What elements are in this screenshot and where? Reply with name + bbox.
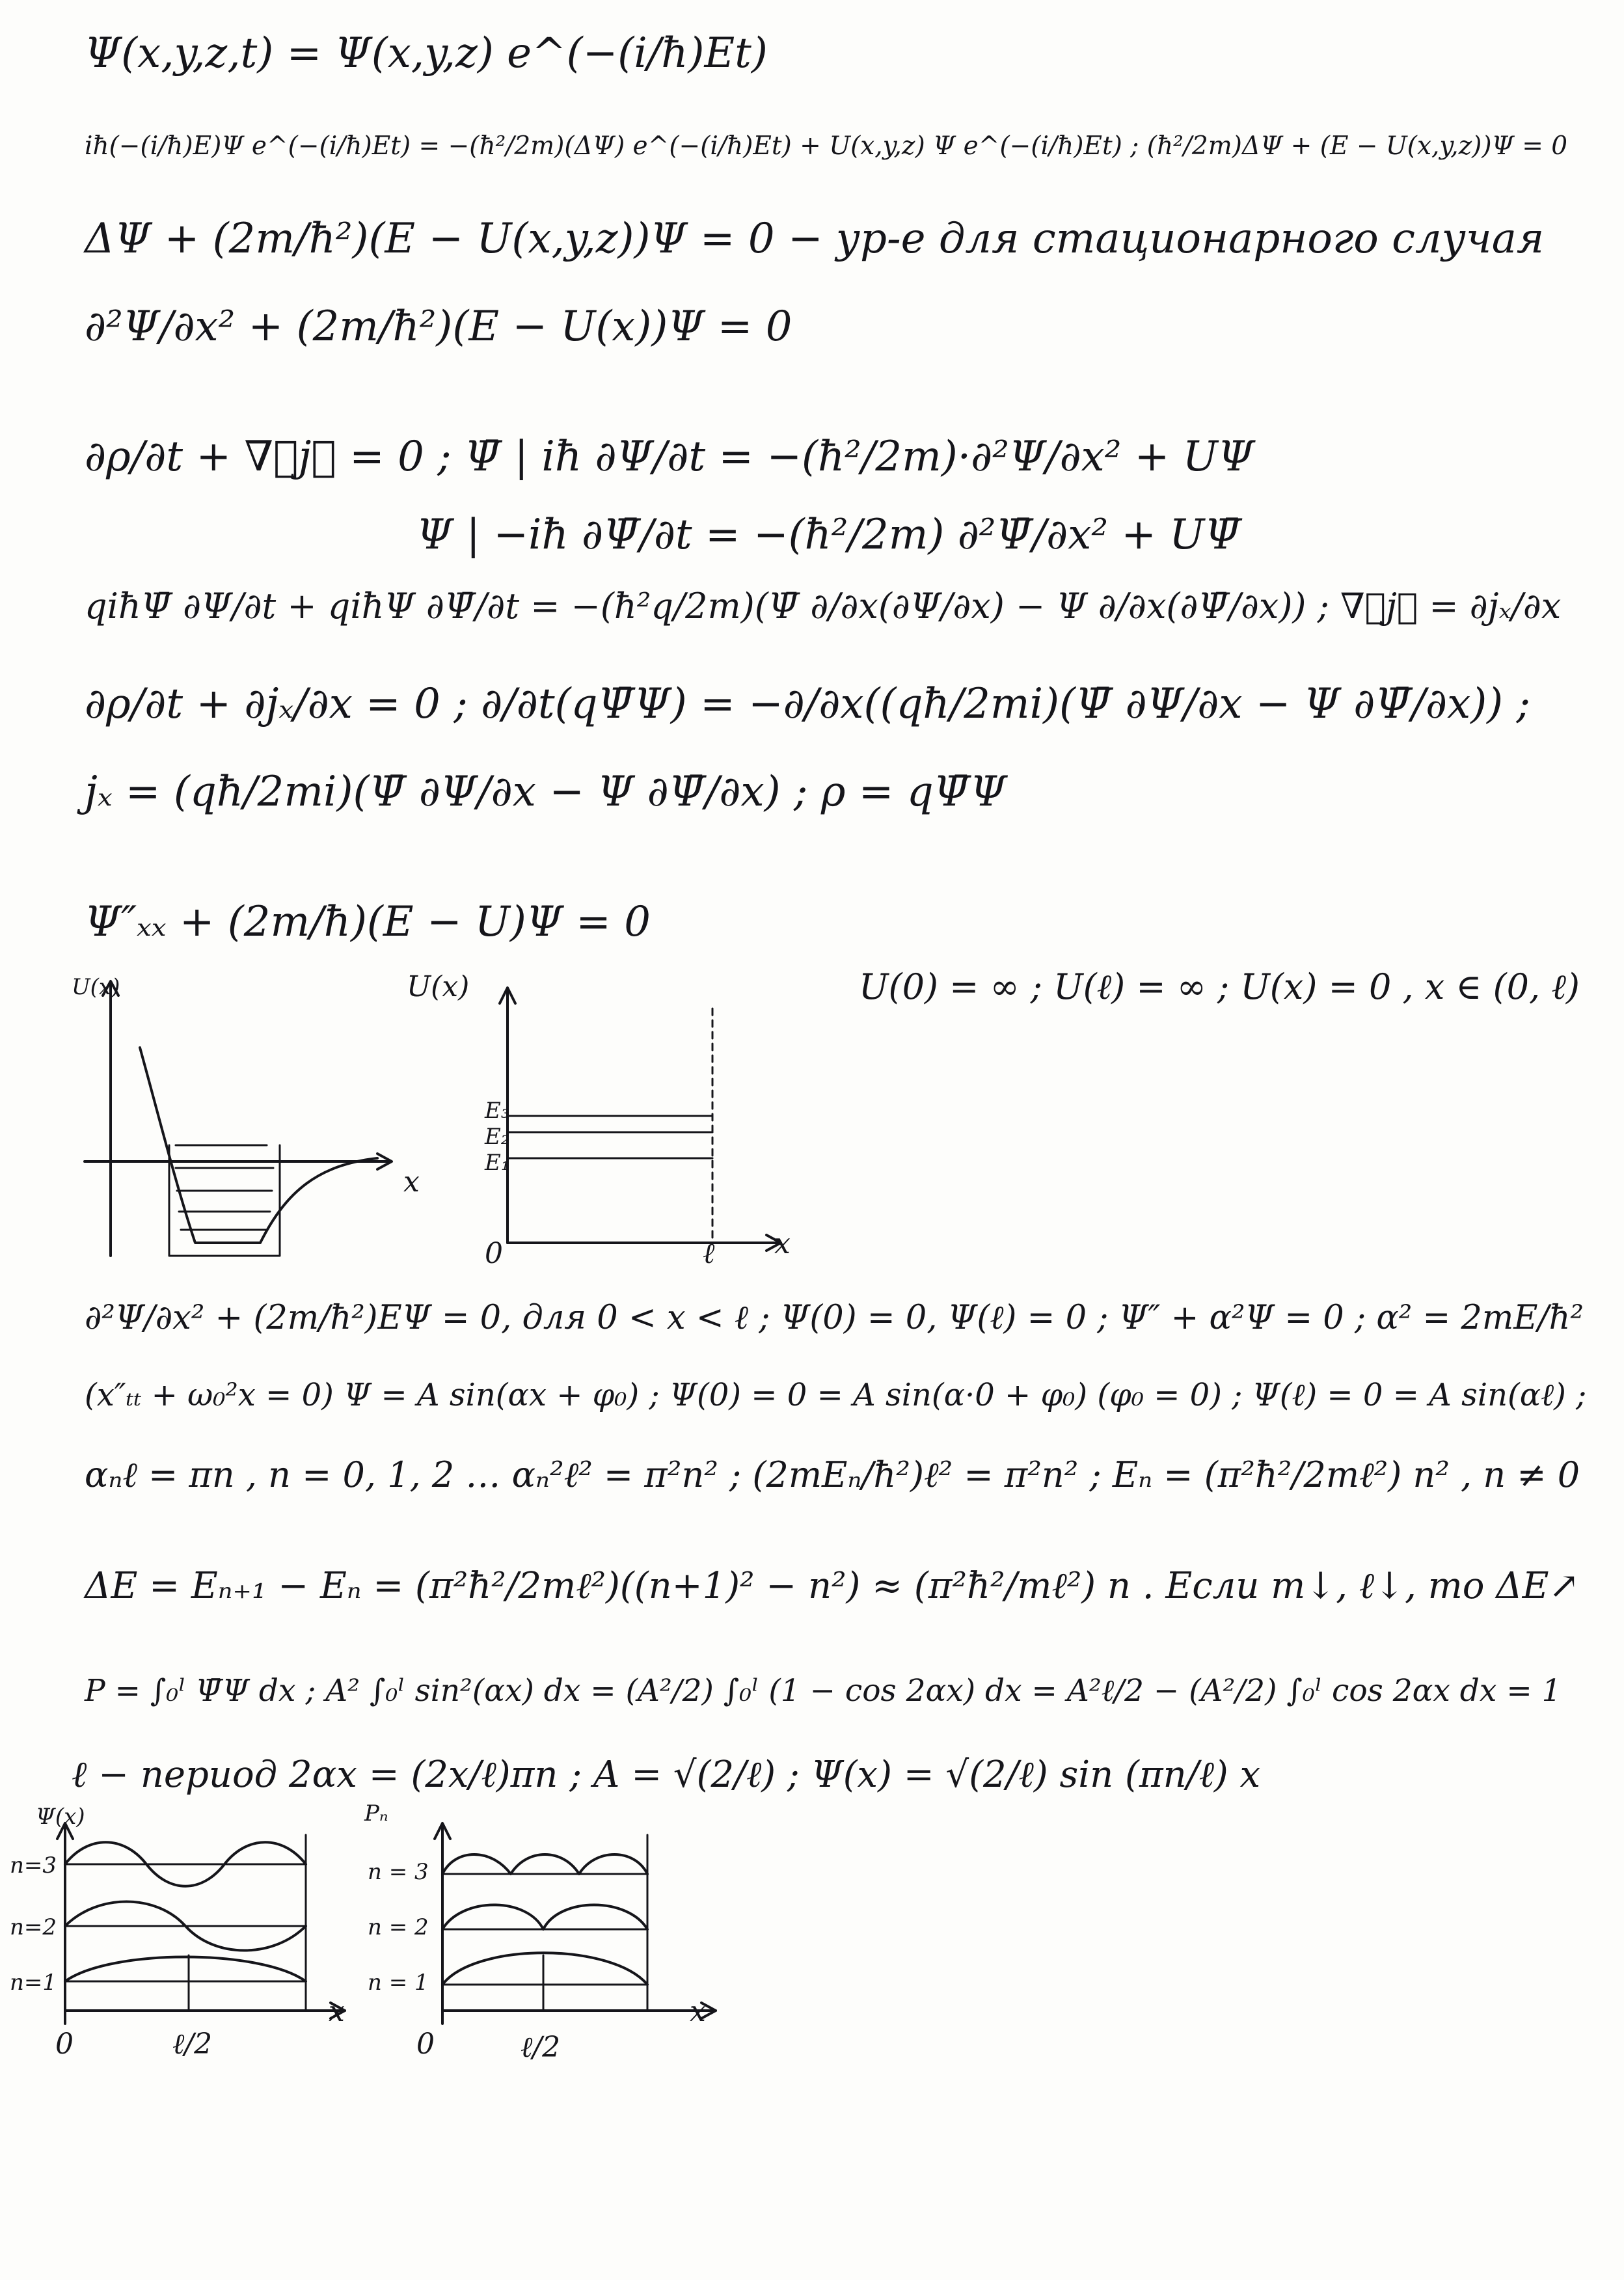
density-n3 [442, 1854, 647, 1874]
equation-line-12: (x″ₜₜ + ω₀²x = 0) Ψ = A sin(αx + φ₀) ; Ψ(0) = 0 = A sin(α·0 + φ₀) (φ₀ = 0) ; Ψ(ℓ) = 0 = A sin(αℓ) ; [85, 1377, 1587, 1413]
fig2-xlabel: x [774, 1227, 791, 1260]
fig2-wall-label: ℓ [703, 1237, 715, 1270]
fig3-label-n1: n=1 [10, 1970, 57, 1996]
fig4-mid-label: ℓ/2 [521, 2031, 561, 2064]
equation-line-13: αₙℓ = πn , n = 0, 1, 2 … αₙ²ℓ² = π²n² ; (2mEₙ/ħ²)ℓ² = π²n² ; Eₙ = (π²ħ²/2mℓ²) n² , n ≠ 0 [85, 1454, 1580, 1495]
fig3-label-n3: n=3 [10, 1853, 57, 1879]
infinite-well-figure [455, 970, 820, 1269]
equation-line-4: ∂²Ψ/∂x² + (2m/ħ²)(E − U(x))Ψ = 0 [85, 303, 792, 351]
fig4-label-n3: n = 3 [368, 1859, 429, 1885]
equation-line-10: Ψ″ₓₓ + (2m/ħ)(E − U)Ψ = 0 [85, 898, 651, 946]
equation-line-2: iħ(−(i/ħ)E)Ψ e^(−(i/ħ)Et) = −(ħ²/2m)(ΔΨ) e^(−(i/ħ)Et) + U(x,y,z) Ψ e^(−(i/ħ)Et) ; (ħ²/2m)ΔΨ + (E − U(x,y,z))Ψ = 0 [85, 131, 1568, 161]
fig2-ylabel: U(x) [407, 970, 470, 1003]
fig4-origin: 0 [416, 2028, 435, 2061]
equation-line-6: Ψ | −iħ ∂Ψ̄/∂t = −(ħ²/2m) ∂²Ψ̄/∂x² + UΨ̄ [416, 511, 1241, 559]
equation-line-15: P = ∫₀ˡ Ψ̄Ψ dx ; A² ∫₀ˡ sin²(αx) dx = (A²/2) ∫₀ˡ (1 − cos 2αx) dx = A²ℓ/2 − (A²/2) ∫₀ˡ cos 2αx dx = 1 [85, 1673, 1562, 1709]
fig3-xlabel: x [329, 1995, 345, 2028]
fig4-xlabel: x [690, 1995, 706, 2028]
fig4-ylabel: Pₙ [364, 1800, 388, 1826]
fig2-origin: 0 [485, 1237, 503, 1270]
fig4-label-n2: n = 2 [368, 1914, 429, 1940]
fig3-mid-label: ℓ/2 [172, 2028, 213, 2061]
density-n1 [442, 1953, 647, 1985]
fig1-ylabel: U(x) [72, 974, 120, 1000]
density-n2 [442, 1905, 647, 1930]
equation-line-7: qiħΨ̄ ∂Ψ/∂t + qiħΨ ∂Ψ̄/∂t = −(ħ²q/2m)(Ψ̄ ∂/∂x(∂Ψ/∂x) − Ψ ∂/∂x(∂Ψ̄/∂x)) ; ∇⃗j⃗ = ∂jₓ/∂x [85, 586, 1562, 627]
fig3-ylabel: Ψ(x) [36, 1804, 85, 1830]
wavefunction-figure [39, 1815, 377, 2037]
equation-line-16: ℓ − период 2αx = (2x/ℓ)πn ; A = √(2/ℓ) ; Ψ(x) = √(2/ℓ) sin (πn/ℓ) x [72, 1754, 1261, 1796]
equation-line-11: ∂²Ψ/∂x² + (2m/ħ²)EΨ = 0, для 0 < x < ℓ ; Ψ(0) = 0, Ψ(ℓ) = 0 ; Ψ″ + α²Ψ = 0 ; α² = 2mE/ħ² [85, 1299, 1584, 1337]
boundary-conditions: U(0) = ∞ ; U(ℓ) = ∞ ; U(x) = 0 , x ∈ (0, ℓ) [859, 966, 1580, 1007]
level-label-e3: E₃ [485, 1098, 510, 1124]
fig3-label-n2: n=2 [10, 1914, 57, 1940]
fig1-xlabel: x [403, 1165, 420, 1199]
fig4-label-n1: n = 1 [368, 1970, 429, 1996]
equation-line-8: ∂ρ/∂t + ∂jₓ/∂x = 0 ; ∂/∂t(qΨ̄Ψ) = −∂/∂x((qħ/2mi)(Ψ̄ ∂Ψ/∂x − Ψ ∂Ψ̄/∂x)) ; [85, 680, 1531, 728]
level-label-e1: E₁ [485, 1150, 510, 1176]
level-label-e2: E₂ [485, 1124, 510, 1150]
potential-well-figure [72, 970, 436, 1269]
equation-line-5: ∂ρ/∂t + ∇⃗j⃗ = 0 ; Ψ̄ | iħ ∂Ψ/∂t = −(ħ²/2m)·∂²Ψ/∂x² + UΨ [85, 433, 1254, 481]
equation-line-3: ΔΨ + (2m/ħ²)(E − U(x,y,z))Ψ = 0 − ур-е для стационарного случая [85, 215, 1545, 263]
equation-line-14: ΔE = Eₙ₊₁ − Eₙ = (π²ħ²/2mℓ²)((n+1)² − n²) ≈ (π²ħ²/mℓ²) n . Если m↓, ℓ↓, то ΔE↗ [85, 1565, 1580, 1607]
equation-line-9: jₓ = (qħ/2mi)(Ψ̄ ∂Ψ/∂x − Ψ ∂Ψ̄/∂x) ; ρ = qΨ̄Ψ [85, 768, 1007, 816]
wavefunction-n1 [65, 1957, 306, 1982]
equation-line-1: Ψ(x,y,z,t) = Ψ(x,y,z) e^(−(i/ħ)Et) [85, 29, 768, 77]
fig3-origin: 0 [55, 2028, 74, 2061]
